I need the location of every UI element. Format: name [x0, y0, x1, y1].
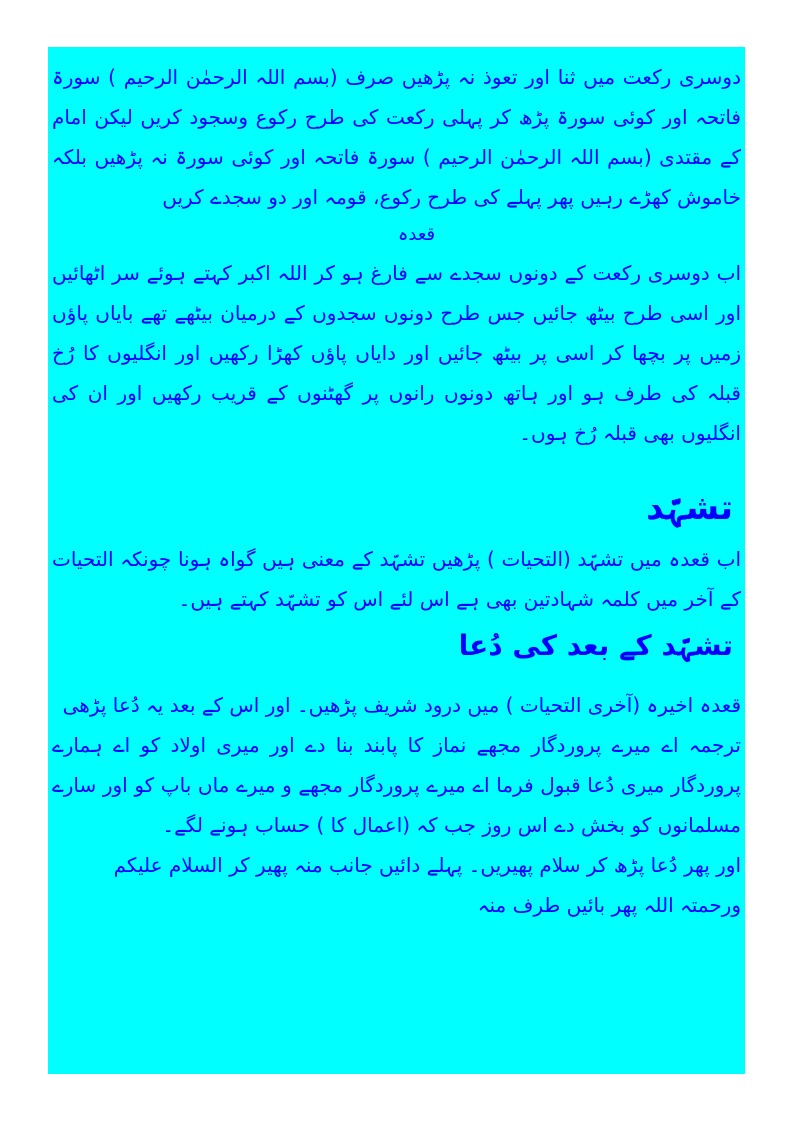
heading-dua-after-tashahhud: تشہّد کے بعد کی دُعا	[458, 629, 733, 662]
paragraph-translation: ترجمہ اے میرے پروردگار مجھے نماز کا پابند بنا دے اور میری اولاد کو اے ہمارے پروردگار میری دُعا قبول فرما اے میرے پروردگار مجھے و میرے ماں باپ کو اور سارے مسلمانوں کو بخش دے اس روز جب کہ (اعمال کا ) حساب ہونے لگے۔	[52, 733, 741, 837]
spacer	[52, 673, 741, 685]
paragraph-second-rakat: دوسری رکعت میں ثنا اور تعوذ نہ پڑھیں صرف (بسم اللہ الرحمٰن الرحیم ) سورۃ فاتحہ اور کوئی سورۃ پڑھ کر پہلی رکعت کی طرح رکوع وسجود کریں لیکن امام کے مقتدی (بسم اللہ الرحمٰن الرحیم ) سورۃ فاتحہ اور کوئی سورۃ نہ پڑھیں بلکہ خاموش کھڑے رہیں پھر پہلے کی طرح رکوع، قومہ اور دو سجدے کریں	[52, 65, 741, 209]
paragraph-tashahhud: اب قعدہ میں تشہّد (التحیات ) پڑھیں تشہّد کے معنی ہیں گواہ ہونا چونکہ التحیات کے آخر میں کلمہ شہادتین بھی ہے اس لئے اس کو تشہّد کہتے ہیں۔	[52, 547, 741, 611]
paragraph-qaada: اب دوسری رکعت کے دونوں سجدے سے فارغ ہو کر اللہ اکبر کہتے ہوئے سر اٹھائیں اور اسی طرح بیٹھ جائیں جس طرح دونوں سجدوں کے درمیان بیٹھے تھے بایاں پاؤں زمیں پر بچھا کر اسی پر بیٹھ جائیں اور دایاں پاؤں کھڑا رکھیں اور انگلیوں کا رُخ قبلہ کی طرف ہو اور ہاتھ دونوں رانوں پر گھٹنوں کے قریب رکھیں اور ان کی انگلیوں بھی قبلہ رُخ ہوں۔	[52, 261, 741, 445]
heading-qaada: قعدہ	[397, 224, 436, 245]
paragraph-salam: اور پھر دُعا پڑھ کر سلام پھیریں۔ پہلے دائیں جانب منہ پھیر کر السلام علیکم ورحمتہ اللہ پھر بائیں طرف منہ	[113, 853, 741, 917]
document-content	[52, 57, 741, 925]
spacer	[52, 453, 741, 477]
paragraph-qaada-akhira: قعدہ اخیرہ (آخری التحیات ) میں درود شریف پڑھیں۔ اور اس کے بعد یہ دُعا پڑھی	[62, 693, 741, 717]
document-page	[48, 47, 745, 1074]
heading-tashahhud: تشہّد	[646, 488, 733, 528]
